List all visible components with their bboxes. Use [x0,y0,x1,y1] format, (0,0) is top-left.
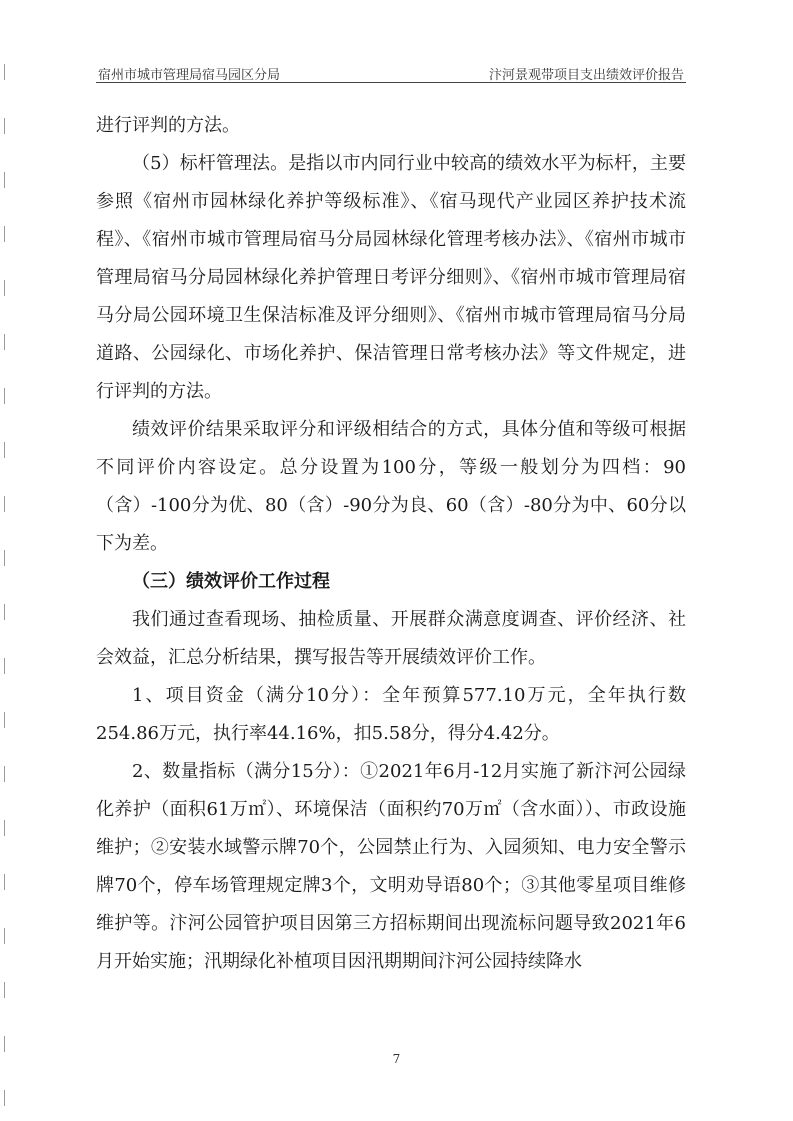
body-text [96,107,686,981]
paragraph-benchmark-method: （5）标杆管理法。是指以市内同行业中较高的绩效水平为标杆，主要参照《宿州市园林绿化养护等级标准》、《宿马现代产业园区养护技术流程》、《宿州市城市管理局宿马分局园林绿化管理考核办法》、《宿州市城市管理局宿马分局园林绿化养护管理日考评分细则》、《宿州市城市管理局宿马分局公园环境卫生保洁标准及评分细则》、《宿州市城市管理局宿马分局道路、公园绿化、市场化养护、保洁管理日常考核办法》等文件规定，进行评判的方法。 [96,153,686,402]
paragraph-project-funds: 1、项目资金（满分10分）：全年预算577.10万元，全年执行数254.86万元，执行率44.16%，扣5.58分，得分4.42分。 [96,685,686,744]
page-header [96,62,686,83]
paragraph-work-process: 我们通过查看现场、抽检质量、开展群众满意度调查、评价经济、社会效益，汇总分析结果，撰写报告等开展绩效评价工作。 [96,609,686,668]
page-number: 7 [392,1052,401,1066]
header-report-title: 汴河景观带项目支出绩效评价报告 [488,68,684,83]
paragraph-continuation: 进行评判的方法。 [96,115,240,136]
scan-edge-marks [0,0,14,1121]
paragraph-quantity-indicators: 2、数量指标（满分15分）：①2021年6月-12月实施了新汴河公园绿化养护（面积61万㎡）、环境保洁（面积约70万㎡（含水面））、市政设施维护；②安装水域警示牌70个，公园禁止行为、入园须知、电力安全警示牌70个，停车场管理规定牌3个，文明劝导语80个；③其他零星项目维修维护等。汴河公园管护项目因第三方招标期间出现流标问题导致2021年6月开始实施；汛期绿化补植项目因汛期期间汴河公园持续降水 [96,761,686,972]
header-organization: 宿州市城市管理局宿马园区分局 [98,68,281,83]
paragraph-scoring-method: 绩效评价结果采取评分和评级相结合的方式，具体分值和等级可根据不同评价内容设定。总分设置为100分，等级一般划分为四档：90（含）-100分为优、80（含）-90分为良、60（含）-80分为中、60分以下为差。 [96,419,686,554]
section-heading: （三）绩效评价工作过程 [132,571,330,592]
